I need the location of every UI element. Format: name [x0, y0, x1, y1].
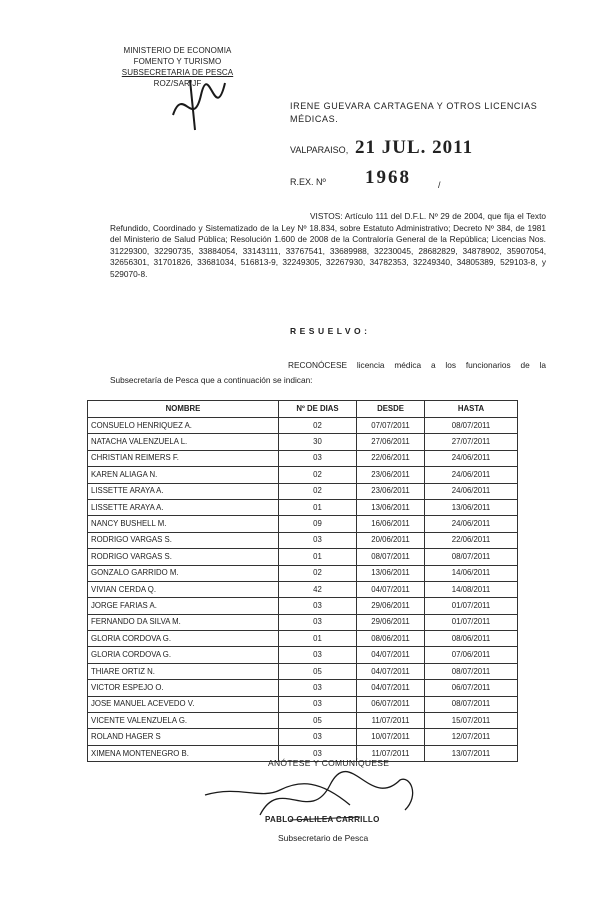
cell-dias: 03: [279, 532, 357, 548]
table-body: [88, 418, 518, 762]
vistos-text: VISTOS: Artículo 111 del D.F.L. Nº 29 de 2004, que fija el Texto Refundido, Coordinado y Sistematizado de la Ley Nº 18.834, sobre Estatuto Administrativo; Decreto Nº 384, de 1981 del Ministerio de Salud Pública; Resolución 1.600 de 2008 de la Contraloría General de la República; Licencias Nos. 31229300, 32290735, 33884054, 33143111, 33767541, 33689988, 32230045, 28682829, 34878902, 35907054, 32656301, 31701826, 33681034, 516813-9, 32249305, 32267930, 34782353, 32249340, 34805389, 529103-8, y 529070-8.: [110, 211, 546, 279]
cell-hasta: 14/06/2011: [425, 565, 518, 581]
cell-desde: 20/06/2011: [357, 532, 425, 548]
table-row: [88, 581, 518, 597]
cell-nombre: NANCY BUSHELL M.: [88, 516, 279, 532]
cell-hasta: 12/07/2011: [425, 729, 518, 745]
cell-dias: 01: [279, 549, 357, 565]
cell-hasta: 24/06/2011: [425, 467, 518, 483]
table-row: [88, 680, 518, 696]
cell-desde: 04/07/2011: [357, 663, 425, 679]
table-row: [88, 516, 518, 532]
cell-hasta: 15/07/2011: [425, 713, 518, 729]
handwritten-scribble-icon: [165, 75, 235, 135]
cell-nombre: GLORIA CORDOVA G.: [88, 631, 279, 647]
header-dias: Nº DE DIAS: [279, 401, 357, 418]
cell-hasta: 24/06/2011: [425, 516, 518, 532]
table-row: [88, 663, 518, 679]
cell-dias: 05: [279, 713, 357, 729]
ref-slash: /: [438, 180, 441, 190]
table-row: [88, 631, 518, 647]
table-row: [88, 713, 518, 729]
cell-dias: 02: [279, 565, 357, 581]
table-row: [88, 647, 518, 663]
cell-nombre: KAREN ALIAGA N.: [88, 467, 279, 483]
table-row: [88, 614, 518, 630]
table-row: [88, 696, 518, 712]
cell-desde: 29/06/2011: [357, 598, 425, 614]
cell-nombre: ROLAND HAGER S: [88, 729, 279, 745]
ref-label: R.EX. Nº: [290, 177, 326, 187]
table-row: [88, 483, 518, 499]
intro-text: RECONÓCESE licencia médica a los funcionarios de la Subsecretaría de Pesca que a continuación se indican:: [110, 360, 546, 385]
cell-desde: 23/06/2011: [357, 483, 425, 499]
cell-hasta: 24/06/2011: [425, 483, 518, 499]
cell-nombre: JOSE MANUEL ACEVEDO V.: [88, 696, 279, 712]
table-row: [88, 499, 518, 515]
signatory-title: Subsecretario de Pesca: [278, 833, 369, 843]
cell-dias: 03: [279, 696, 357, 712]
signatory-name: PABLO GALILEA CARRILLO: [265, 815, 380, 824]
table-row: [88, 598, 518, 614]
cell-desde: 16/06/2011: [357, 516, 425, 532]
cell-dias: 03: [279, 647, 357, 663]
cell-desde: 07/07/2011: [357, 418, 425, 434]
cell-hasta: 13/07/2011: [425, 745, 518, 761]
cell-dias: 02: [279, 418, 357, 434]
cell-dias: 02: [279, 483, 357, 499]
header-hasta: HASTA: [425, 401, 518, 418]
cell-nombre: RODRIGO VARGAS S.: [88, 532, 279, 548]
cell-hasta: 07/06/2011: [425, 647, 518, 663]
cell-desde: 13/06/2011: [357, 565, 425, 581]
cell-nombre: GLORIA CORDOVA G.: [88, 647, 279, 663]
cell-nombre: RODRIGO VARGAS S.: [88, 549, 279, 565]
cell-dias: 09: [279, 516, 357, 532]
initials-line: ROZ/SAR/JF: [153, 79, 202, 88]
table-row: [88, 434, 518, 450]
cell-dias: 03: [279, 680, 357, 696]
cell-dias: 42: [279, 581, 357, 597]
cell-nombre: JORGE FARIAS A.: [88, 598, 279, 614]
cell-nombre: XIMENA MONTENEGRO B.: [88, 745, 279, 761]
cell-dias: 03: [279, 729, 357, 745]
ministry-line-1: MINISTERIO DE ECONOMIA: [123, 46, 232, 55]
cell-hasta: 08/06/2011: [425, 631, 518, 647]
cell-desde: 04/07/2011: [357, 647, 425, 663]
cell-desde: 06/07/2011: [357, 696, 425, 712]
ministry-line-2: FOMENTO Y TURISMO: [133, 57, 222, 66]
closing-line: ANÓTESE Y COMUNÍQUESE: [268, 758, 390, 768]
stamped-date: 21 JUL. 2011: [355, 137, 474, 158]
cell-nombre: FERNANDO DA SILVA M.: [88, 614, 279, 630]
cell-desde: 08/06/2011: [357, 631, 425, 647]
resuelvo-heading: RESUELVO:: [290, 326, 371, 336]
cell-nombre: LISSETTE ARAYA A.: [88, 483, 279, 499]
cell-desde: 22/06/2011: [357, 450, 425, 466]
table-row: [88, 450, 518, 466]
cell-dias: 01: [279, 499, 357, 515]
cell-hasta: 08/07/2011: [425, 549, 518, 565]
cell-nombre: THIARE ORTIZ N.: [88, 663, 279, 679]
vistos-paragraph: [110, 211, 546, 281]
cell-hasta: 24/06/2011: [425, 450, 518, 466]
cell-hasta: 27/07/2011: [425, 434, 518, 450]
table-row: [88, 549, 518, 565]
cell-hasta: 22/06/2011: [425, 532, 518, 548]
cell-desde: 27/06/2011: [357, 434, 425, 450]
cell-dias: 02: [279, 467, 357, 483]
cell-desde: 29/06/2011: [357, 614, 425, 630]
cell-desde: 04/07/2011: [357, 581, 425, 597]
cell-hasta: 14/08/2011: [425, 581, 518, 597]
cell-desde: 11/07/2011: [357, 713, 425, 729]
cell-hasta: 01/07/2011: [425, 598, 518, 614]
cell-nombre: LISSETTE ARAYA A.: [88, 499, 279, 515]
cell-dias: 05: [279, 663, 357, 679]
cell-dias: 01: [279, 631, 357, 647]
cell-dias: 30: [279, 434, 357, 450]
cell-hasta: 08/07/2011: [425, 696, 518, 712]
cell-hasta: 08/07/2011: [425, 418, 518, 434]
cell-nombre: NATACHA VALENZUELA L.: [88, 434, 279, 450]
cell-dias: 03: [279, 450, 357, 466]
subsecretaria-line: SUBSECRETARIA DE PESCA: [121, 68, 234, 77]
cell-hasta: 01/07/2011: [425, 614, 518, 630]
cell-desde: 08/07/2011: [357, 549, 425, 565]
table-row: [88, 418, 518, 434]
licenses-table: [87, 400, 518, 762]
cell-dias: 03: [279, 745, 357, 761]
cell-hasta: 06/07/2011: [425, 680, 518, 696]
table-row: [88, 729, 518, 745]
cell-desde: 11/07/2011: [357, 745, 425, 761]
ref-number: 1968: [365, 167, 411, 188]
cell-hasta: 08/07/2011: [425, 663, 518, 679]
cell-desde: 04/07/2011: [357, 680, 425, 696]
cell-nombre: VIVIAN CERDA Q.: [88, 581, 279, 597]
table-row: [88, 467, 518, 483]
cell-dias: 03: [279, 614, 357, 630]
cell-desde: 10/07/2011: [357, 729, 425, 745]
cell-nombre: VICENTE VALENZUELA G.: [88, 713, 279, 729]
table-row: [88, 532, 518, 548]
cell-desde: 13/06/2011: [357, 499, 425, 515]
cell-desde: 23/06/2011: [357, 467, 425, 483]
cell-nombre: GONZALO GARRIDO M.: [88, 565, 279, 581]
cell-nombre: CONSUELO HENRIQUEZ A.: [88, 418, 279, 434]
intro-paragraph: [110, 358, 546, 388]
header-nombre: NOMBRE: [88, 401, 279, 418]
cell-hasta: 13/06/2011: [425, 499, 518, 515]
table-header-row: [88, 401, 518, 418]
subject-line: IRENE GUEVARA CARTAGENA Y OTROS LICENCIAS MÉDICAS.: [290, 101, 538, 124]
header-desde: DESDE: [357, 401, 425, 418]
cell-nombre: CHRISTIAN REIMERS F.: [88, 450, 279, 466]
cell-nombre: VICTOR ESPEJO O.: [88, 680, 279, 696]
place-label: VALPARAISO,: [290, 145, 349, 155]
cell-dias: 03: [279, 598, 357, 614]
table-row: [88, 565, 518, 581]
